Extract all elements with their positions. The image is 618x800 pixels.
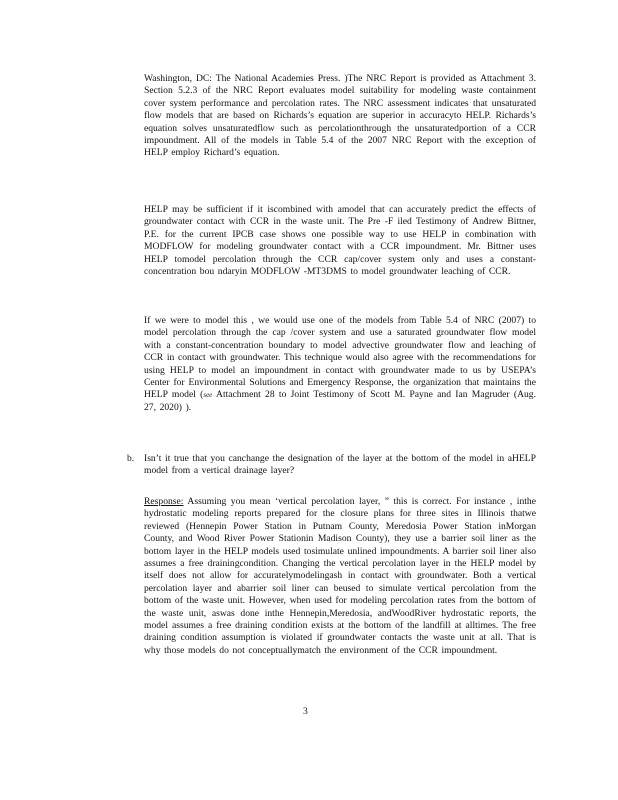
page-number: 3 <box>303 706 308 717</box>
response-label: Response: <box>144 496 184 507</box>
see-signal: see <box>203 391 213 400</box>
question-text: Isn’t it true that you canchange the designation of the layer at the bottom of the model in aHELP model from a vertical drainage layer? <box>144 453 536 477</box>
response-text: Assuming you mean ‘vertical percolation layer, ” this is correct. For instance , inthe hydrostatic modeling reports prepared for the closure plans for three sites in Illinois thatwe reviewed (Hennepin Power Station in Putnam County, Meredosia Power Station inMorgan County, and Wood River Power Stationin Madison County), they use a barrier soil liner as the bottom layer in the HELP models used tosimulate unlined impoundments. A barrier soil liner also assumes a free drainingcondition. Changing the vertical percolation layer in the HELP model by itself does not allow for accuratelymodelingash in contact with groundwater. Both a vertical percolation layer and abarrier soil liner can beused to simulate vertical percolation from the bottom of the waste unit. However, when used for modeling percolation rates from the bottom of the waste unit, aswas done inthe Hennepin,Meredosia, andWoodRiver hydrostatic reports, the model assumes a free draining condition exists at the bottom of the landfill at alltimes. The free draining condition assumption is violated if groundwater contacts the waste unit at all. That is why those models do not conceptuallymatch the environment of the CCR impoundment. <box>144 496 536 656</box>
paragraph-model-approach-text: If we were to model this , we would use one of the models from Table 5.4 of NRC (2007) to model percolation through the cap /cover system and use a saturated groundwater flow model with a constant-concentration boundary to model advective groundwater flow and leaching of CCR in contact with groundwater. This technique would also agree with the recommendations for using HELP to model an impoundment in contact with groundwater made to us by USEPA’s Center for Environmental Solutions and Emergency Response, the organization that maintains the HELP model ( <box>144 315 536 401</box>
paragraph-model-approach-citation: Attachment 28 to Joint Testimony of Scott M. Payne and Ian Magruder (Aug. 27, 2020) ). <box>144 389 537 413</box>
paragraph-model-approach <box>144 315 536 414</box>
response-paragraph <box>144 496 536 657</box>
question-label: b. <box>127 453 135 464</box>
paragraph-nrc-report: Washington, DC: The National Academies Press. )The NRC Report is provided as Attachment 3. Section 5.2.3 of the NRC Report evaluates model suitability for modeling waste containment cover system performance and percolation rates. The NRC assessment indicates that unsaturated flow models that are based on Richards’s equation are superior in accuracyto HELP. Richards’s equation solves unsaturatedflow such as percolationthrough the unsaturatedportion of a CCR impoundment. All of the models in Table 5.4 of the 2007 NRC Report with the exception of HELP employ Richard’s equation. <box>144 73 536 159</box>
paragraph-help-modflow: HELP may be sufficient if it iscombined with amodel that can accurately predict the effects of groundwater contact with CCR in the waste unit. The Pre -F iled Testimony of Andrew Bittner, P.E. for the current IPCB case shows one possible way to use HELP in combination with MODFLOW for modeling groundwater contact with a CCR impoundment. Mr. Bittner uses HELP tomodel percolation through the CCR cap/cover system only and uses a constant-concentration bou ndaryin MODFLOW -MT3DMS to model groundwater leaching of CCR. <box>144 204 536 278</box>
